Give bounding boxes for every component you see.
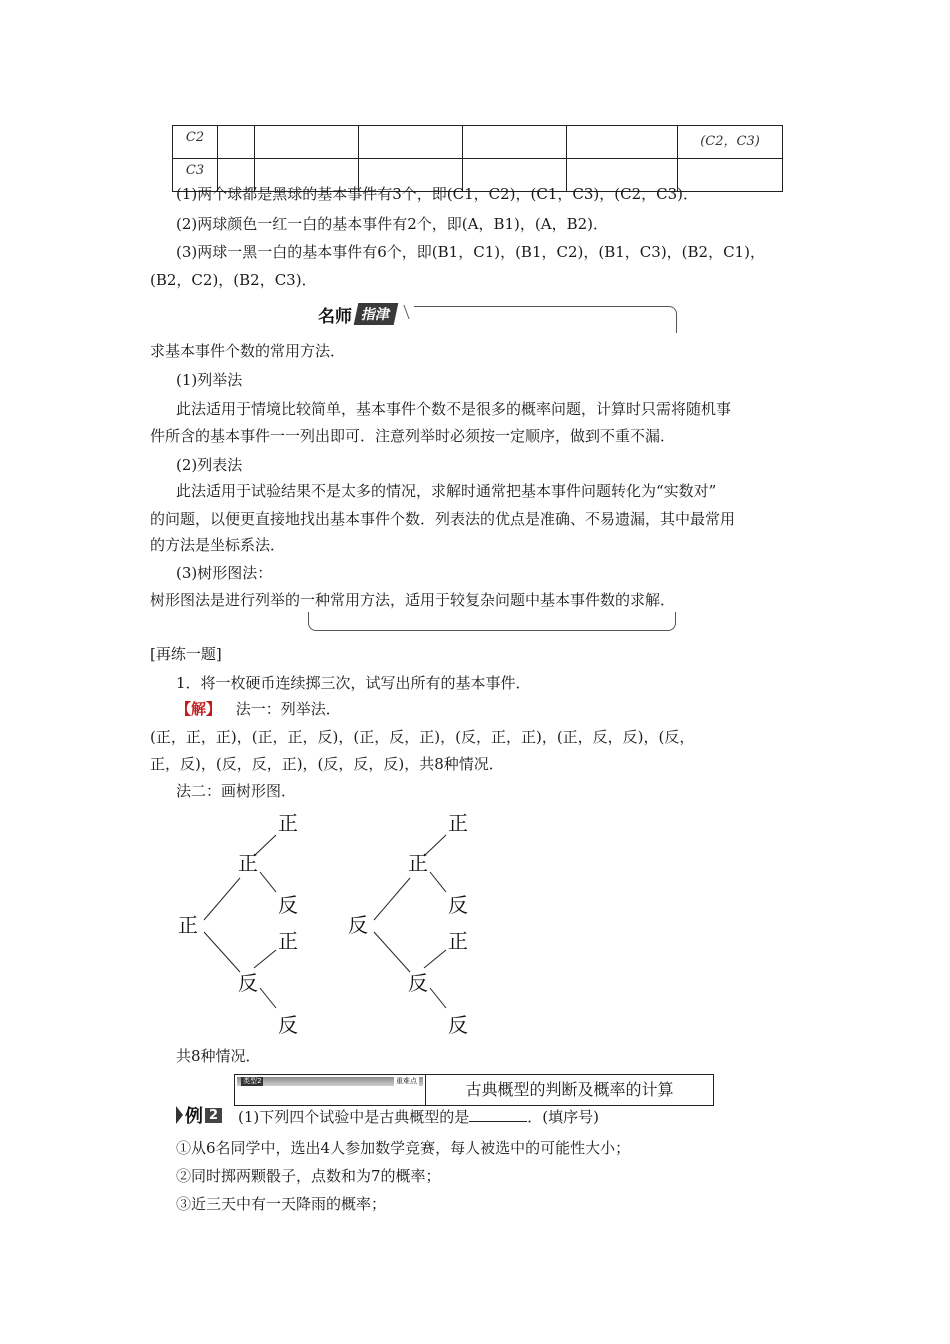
example-option-2: ②同时掷两颗骰子，点数和为7的概率； (176, 1167, 441, 1185)
tree-edge (260, 988, 276, 1008)
table-cell (218, 126, 255, 159)
tree-total: 共8种情况． (176, 1047, 261, 1065)
tree-edge (204, 878, 240, 920)
tree-edge (424, 950, 446, 968)
guide-badge-ming: 名师 (318, 306, 352, 327)
method-3-text: 树形图法是进行列举的一种常用方法，适用于较复杂问题中基本事件数的求解． (150, 591, 676, 609)
teacher-guide-header (308, 302, 674, 330)
method-2-text-c: 的方法是坐标系法． (150, 536, 286, 554)
tree-right-leaf: 反 (448, 1013, 468, 1037)
table-cell (567, 126, 678, 159)
tree-diagram (160, 800, 500, 1050)
example-option-1: ①从6名同学中，选出4人参加数学竞赛，每人被选中的可能性大小； (176, 1139, 631, 1157)
tree-left-leaf: 正 (278, 811, 298, 835)
triangle-icon (176, 1106, 183, 1124)
tree-left-leaf: 反 (278, 1013, 298, 1037)
enumeration-line-a: (正，正，正)，(正，正，反)，(正，反，正)，(反，正，正)，(正，反，反)，(反， (150, 728, 695, 746)
tree-edge (374, 878, 410, 920)
type-tag: 类型2 (243, 1077, 262, 1085)
tree-right-leaf: 反 (448, 893, 468, 917)
table-row (173, 126, 783, 159)
teacher-guide-badge (308, 302, 418, 326)
type-header-title: 古典概型的判断及概率的计算 (465, 1080, 674, 1099)
tree-edge (430, 988, 446, 1008)
practice-header: [再练一题] (150, 645, 222, 663)
table-row-label: C2 (173, 126, 218, 159)
method-1-title: (1)列举法 (176, 371, 243, 389)
example-number: 2 (205, 1108, 222, 1123)
example-question (238, 1107, 599, 1127)
example-label: 例 (185, 1106, 203, 1127)
tree-left-leaf: 正 (278, 929, 298, 953)
tree-right-leaf: 正 (448, 811, 468, 835)
example-question-suffix: ．(填序号) (527, 1108, 599, 1126)
method-one-label: 法一：列举法． (235, 700, 341, 718)
outcome-table (172, 125, 783, 192)
answer-line-3a: (3)两球一黑一白的基本事件有6个，即(B1，C1)，(B1，C2)，(B1，C3)，(B2，C1)， (176, 243, 765, 261)
tree-left-leaf: 反 (278, 893, 298, 917)
tree-right (348, 811, 468, 1037)
method-1-text-a: 此法适用于情境比较简单，基本事件个数不是很多的概率问题，计算时只需将随机事 (176, 400, 732, 418)
guide-frame-bottom (308, 612, 676, 631)
type-header-bar (237, 1077, 423, 1086)
tree-left (178, 811, 298, 1037)
tree-right-root: 反 (348, 913, 368, 937)
tree-edge (374, 932, 410, 972)
tree-edge (204, 932, 240, 972)
tree-right-node: 反 (408, 971, 428, 995)
tree-edge (260, 872, 276, 892)
tree-right-node: 正 (408, 851, 428, 875)
type-tag-secondary: 重难点 (396, 1077, 417, 1085)
example-badge (176, 1104, 222, 1126)
example-question-prefix: (1)下列四个试验中是古典概型的是 (238, 1108, 470, 1126)
table-cell (359, 126, 463, 159)
enumeration-line-b: 正，反)，(反，反，正)，(反，反，反)，共8种情况． (150, 755, 504, 773)
answer-line-2: (2)两球颜色一红一白的基本事件有2个，即(A，B1)，(A，B2)． (176, 215, 608, 233)
method-2-text-b: 的问题，以便更直接地找出基本事件个数．列表法的优点是准确、不易遗漏，其中最常用 (150, 510, 736, 528)
method-1-text-b: 件所含的基本事件一一列出即可．注意列举时必须按一定顺序，做到不重不漏． (150, 427, 676, 445)
method-2-text-a: 此法适用于试验结果不是太多的情况，求解时通常把基本事件问题转化为“实数对” (176, 482, 717, 500)
guide-intro: 求基本事件个数的常用方法． (150, 342, 346, 360)
tree-right-leaf: 正 (448, 929, 468, 953)
answer-line-3b: (B2，C2)，(B2，C3)． (150, 271, 317, 289)
method-two-label: 法二：画树形图． (176, 782, 297, 800)
table-cell: (C2，C3) (678, 126, 783, 159)
table-cell (463, 126, 567, 159)
tree-left-node: 正 (238, 851, 258, 875)
answer-blank (469, 1107, 527, 1122)
tree-left-root: 正 (178, 913, 198, 937)
tree-edge (254, 950, 276, 968)
solution-label: 【解】 (176, 700, 222, 718)
practice-solution-line (176, 699, 341, 719)
type-header (234, 1074, 714, 1106)
guide-frame-top (414, 306, 677, 333)
answer-line-1: (1)两个球都是黑球的基本事件有3个，即(C1，C2)，(C1，C3)，(C2，C3)． (176, 185, 699, 203)
guide-badge-zhi: 指津 (354, 303, 399, 325)
table-row-label: C3 (173, 159, 218, 192)
tree-left-node: 反 (238, 971, 258, 995)
example-option-3: ③近三天中有一天降雨的概率； (176, 1195, 387, 1213)
tree-edge (430, 872, 446, 892)
table-cell (255, 126, 359, 159)
method-2-title: (2)列表法 (176, 456, 243, 474)
practice-question: 1．将一枚硬币连续掷三次，试写出所有的基本事件． (176, 674, 531, 692)
method-3-title: (3)树形图法： (176, 564, 273, 582)
